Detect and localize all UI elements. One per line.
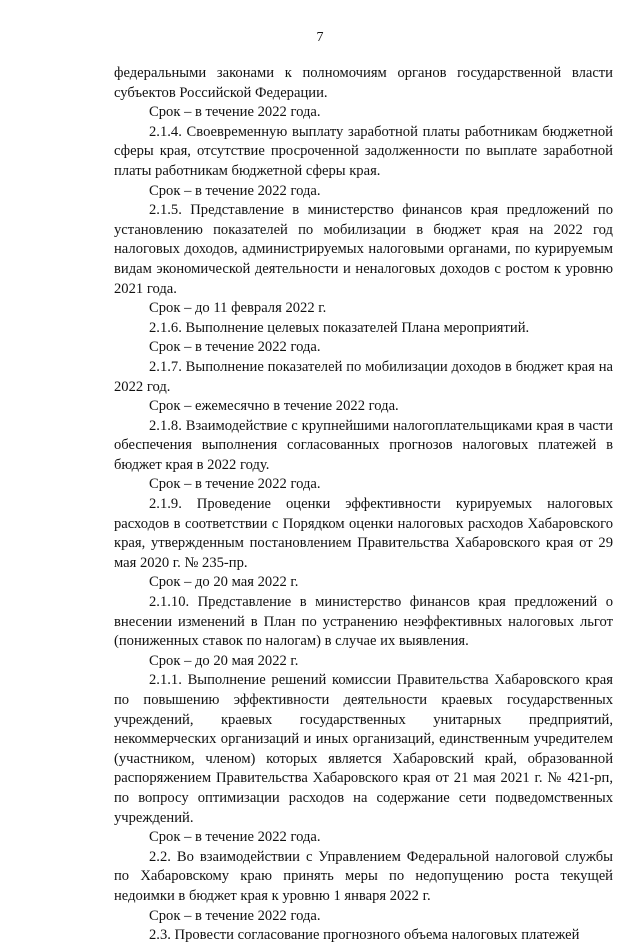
deadline-line: Срок – в течение 2022 года.	[149, 829, 321, 846]
deadline-line: Срок – в течение 2022 года.	[149, 907, 321, 924]
deadline-line: Срок – в течение 2022 года.	[149, 104, 321, 121]
paragraph-2-1-4: 2.1.4. Своевременную выплату заработной платы работникам бюджетной сферы края, отсутствие просроченной задолженности по выплате заработной платы работникам бюджетной сферы края.	[114, 123, 613, 179]
paragraph-2-1-7: 2.1.7. Выполнение показателей по мобилизации доходов в бюджет края на 2022 год.	[114, 358, 613, 395]
paragraph-2-1-8: 2.1.8. Взаимодействие с крупнейшими налогоплательщиками края в части обеспечения выполнения согласованных прогнозов налоговых платежей в бюджет края в 2022 году.	[114, 417, 613, 473]
page-number: 7	[316, 30, 324, 45]
paragraph-2-1-6: 2.1.6. Выполнение целевых показателей Плана мероприятий.	[149, 319, 530, 336]
deadline-line: Срок – в течение 2022 года.	[149, 182, 321, 199]
paragraph-2-2: 2.2. Во взаимодействии с Управлением Федеральной налоговой службы по Хабаровскому краю принять меры по недопущению роста текущей недоимки в бюджет края к уровню 1 января 2022 г.	[114, 848, 613, 904]
deadline-line: Срок – в течение 2022 года.	[149, 476, 321, 493]
deadline-line: Срок – в течение 2022 года.	[149, 339, 321, 356]
deadline-line: Срок – до 11 февраля 2022 г.	[149, 300, 327, 317]
paragraph-2-1-9: 2.1.9. Проведение оценки эффективности курируемых налоговых расходов в соответствии с Порядком оценки налоговых расходов Хабаровского края, утвержденным постановлением Правительства Хабаровского края от 29 мая 2020 г. № 235-пр.	[114, 496, 613, 571]
paragraph-2-1-1: 2.1.1. Выполнение решений комиссии Правительства Хабаровского края по повышению эффективности деятельности краевых государственных учреждений, краевых государственных унитарных предприятий, некоммерческих организаций и иных организаций, единственным учредителем (участником, членом) которых является Хабаровский край, образованной распоряжением Правительства Хабаровского края от 21 мая 2021 г. № 421-рп, по вопросу оптимизации расходов на содержание сети подведомственных учреждений.	[114, 672, 613, 826]
paragraph-continuation: федеральными законами к полномочиям органов государственной власти субъектов Российской Федерации.	[114, 65, 613, 101]
paragraph-2-1-5: 2.1.5. Представление в министерство финансов края предложений по установлению показателей по мобилизации в бюджет края на 2022 год налоговых доходов, администрируемых налоговыми органами, по курируемым видам экономической деятельности и неналоговых доходов с ростом к уровню 2021 года.	[114, 202, 613, 297]
deadline-line: Срок – до 20 мая 2022 г.	[149, 652, 299, 669]
paragraph-2-3: 2.3. Провести согласование прогнозного объема налоговых платежей	[149, 927, 580, 944]
deadline-line: Срок – ежемесячно в течение 2022 года.	[149, 398, 399, 415]
deadline-line: Срок – до 20 мая 2022 г.	[149, 574, 299, 591]
paragraph-2-1-10: 2.1.10. Представление в министерство финансов края предложений о внесении изменений в План по устранению неэффективных налоговых льгот (пониженных ставок по налогам) в случае их выявления.	[114, 594, 613, 650]
document-body	[114, 64, 613, 946]
